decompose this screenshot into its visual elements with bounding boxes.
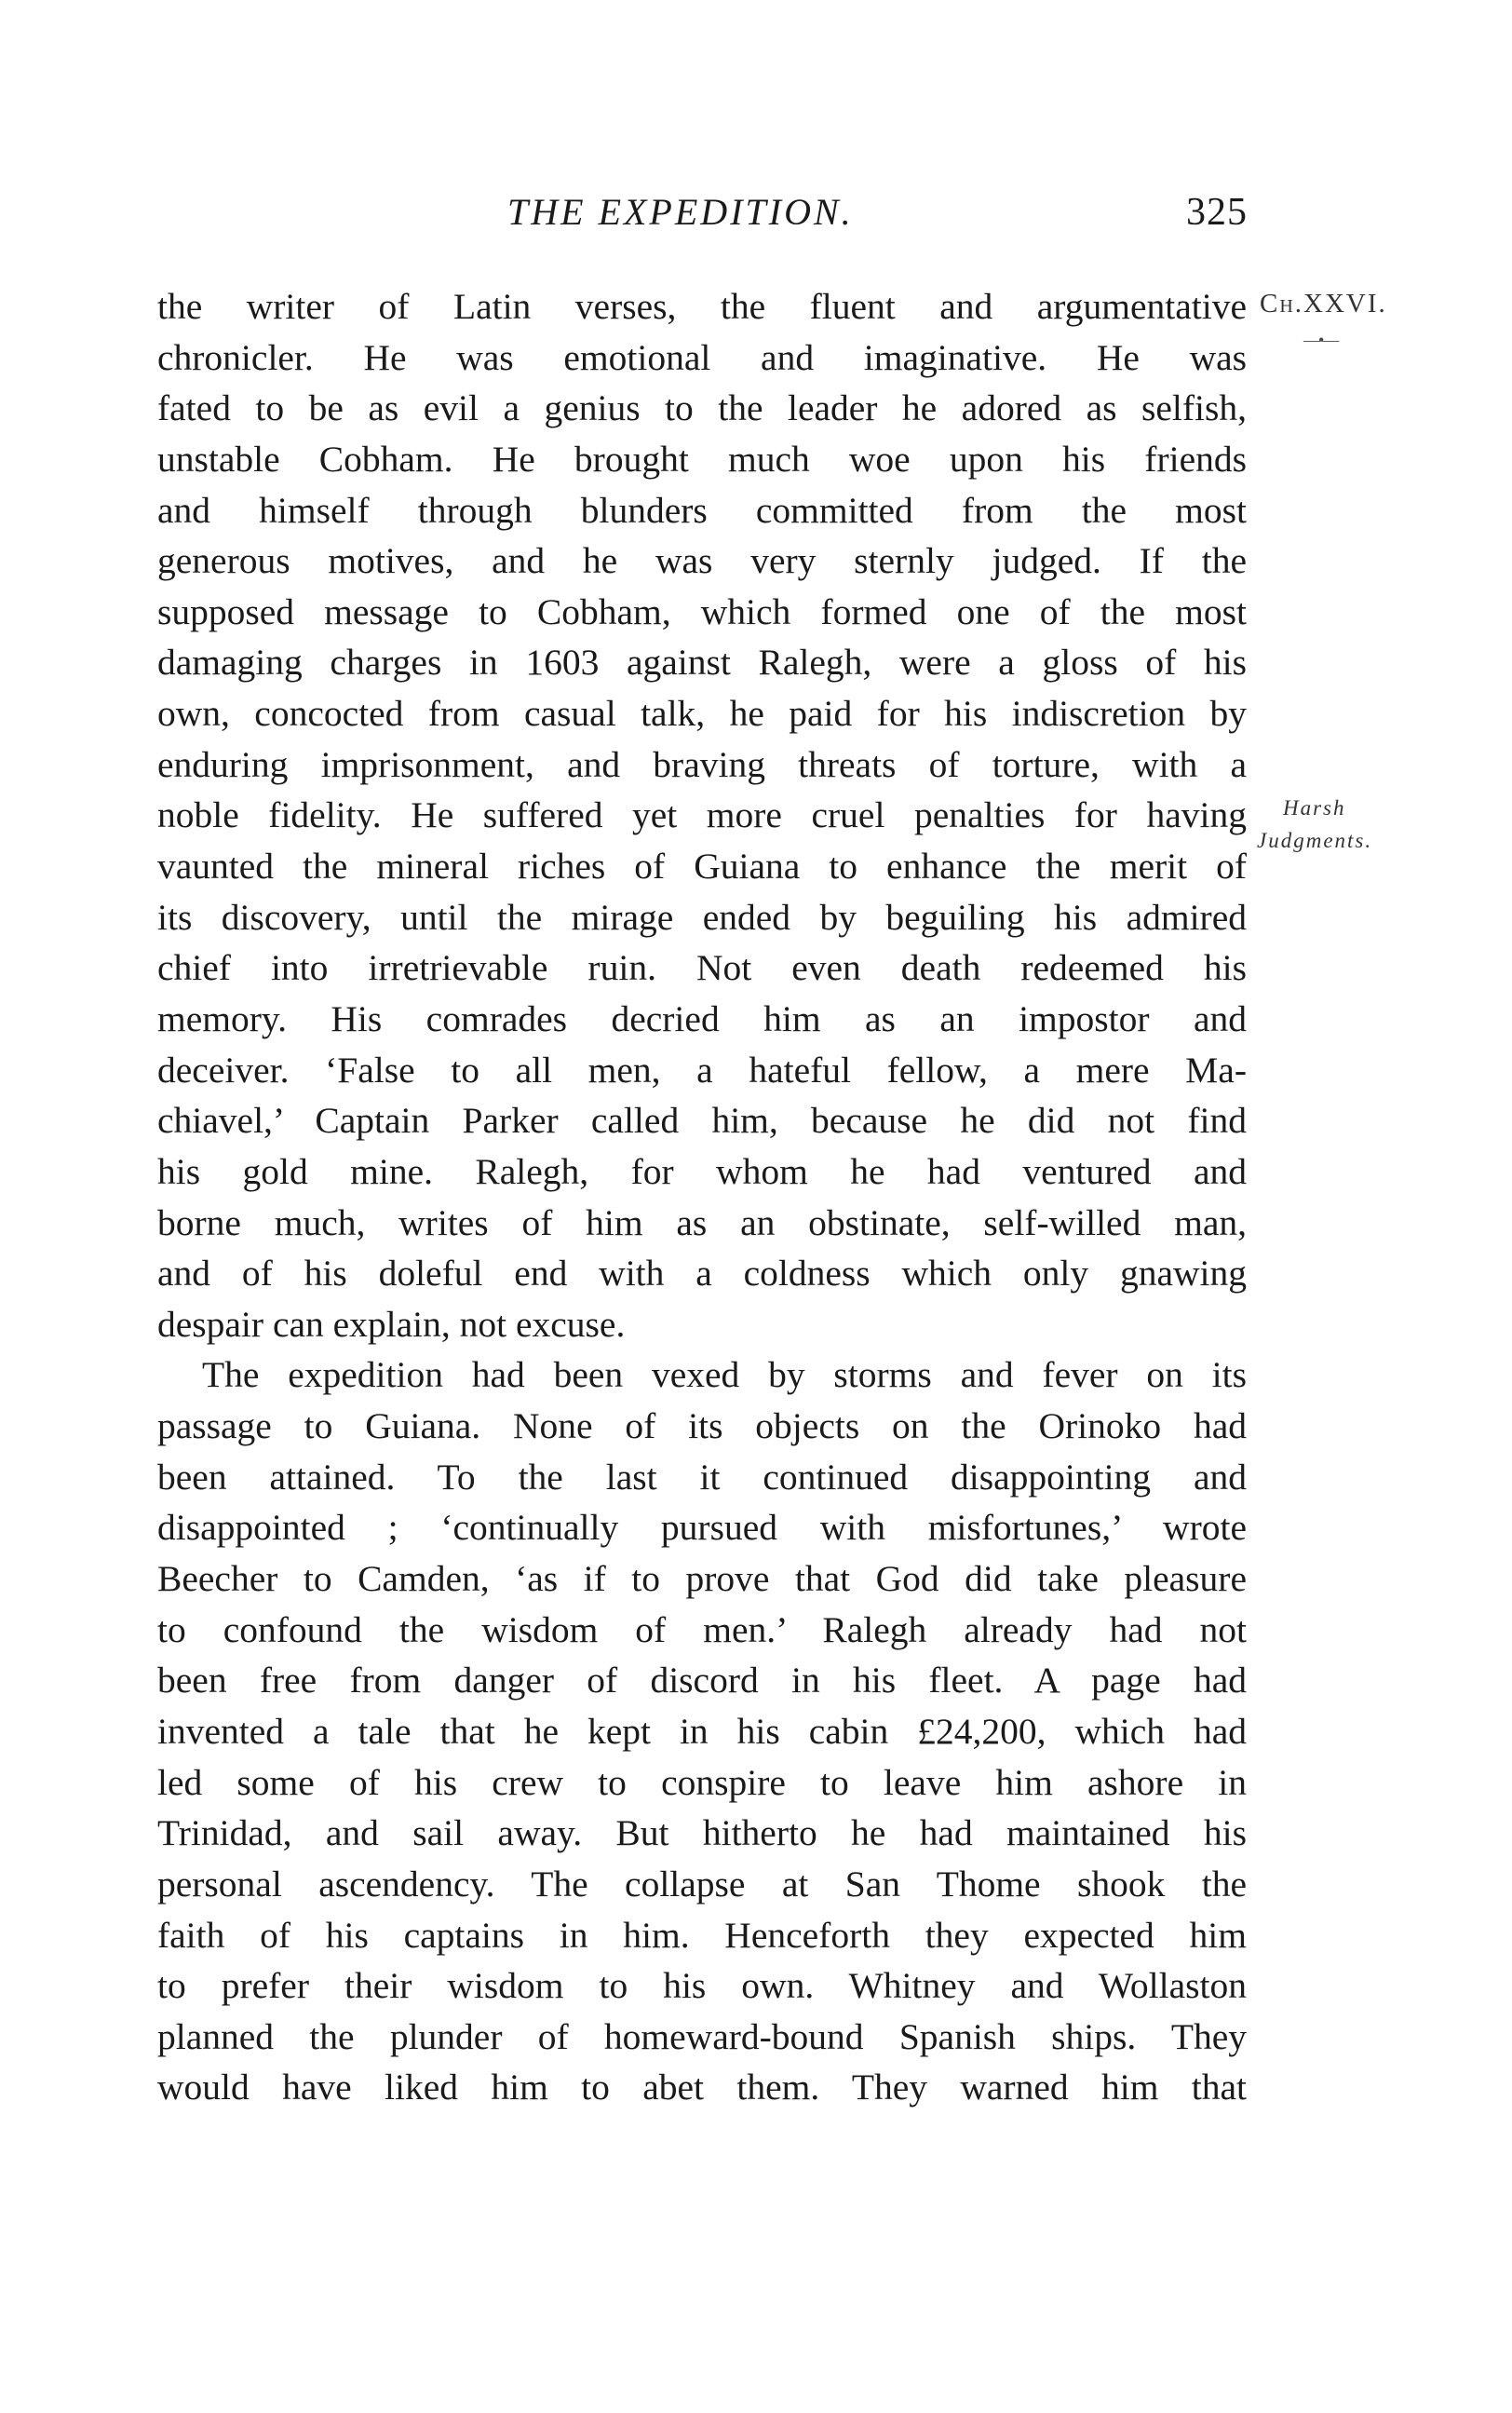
text-line: damaging charges in 1603 against Ralegh, were a gloss of his — [157, 642, 1247, 684]
text-line: Trinidad, and sail away. But hitherto he had maintained his — [157, 1812, 1247, 1854]
text-line: borne much, writes of him as an obstinate, self-willed man, — [157, 1201, 1247, 1243]
text-line: own, concocted from casual talk, he paid for his indiscretion by — [157, 693, 1247, 735]
text-line: deceiver. ‘False to all men, a hateful fellow, a mere Ma- — [157, 1049, 1247, 1091]
text-line: chief into irretrievable ruin. Not even death redeemed his — [157, 947, 1247, 989]
text-line: and himself through blunders committed from the most — [157, 489, 1247, 531]
text-line: enduring imprisonment, and braving threats of torture, with a — [157, 743, 1247, 785]
text-line: been free from danger of discord in his fleet. A page had — [157, 1660, 1247, 1701]
running-title: THE EXPEDITION. — [507, 191, 854, 233]
text-line: unstable Cobham. He brought much woe upon his friends — [157, 438, 1247, 480]
marginal-note-line-2: Judgments. — [1257, 829, 1373, 852]
text-line: noble fidelity. He suffered yet more cruel penalties for having — [157, 794, 1247, 836]
text-line: Beecher to Camden, ‘as if to prove that God did take pleasure — [157, 1558, 1247, 1600]
text-line: supposed message to Cobham, which formed one of the most — [157, 590, 1247, 632]
text-line: disappointed ; ‘continually pursued with misfortunes,’ wrote — [157, 1507, 1247, 1549]
text-line: and of his doleful end with a coldness which only gnawing — [157, 1253, 1247, 1295]
page-number: 325 — [1186, 191, 1248, 234]
text-line: invented a tale that he kept in his cabin £24,200, which had — [157, 1710, 1247, 1752]
text-line: to prefer their wisdom to his own. Whitney and Wollaston — [157, 1965, 1247, 2007]
text-line: would have liked him to abet them. They warned him that — [157, 2067, 1247, 2108]
text-line: vaunted the mineral riches of Guiana to enhance the merit of — [157, 846, 1247, 888]
body-text — [157, 281, 1247, 2113]
text-line: been attained. To the last it continued disappointing and — [157, 1456, 1247, 1498]
text-line: personal ascendency. The collapse at San Thome shook the — [157, 1863, 1247, 1905]
text-line: chiavel,’ Captain Parker called him, because he did not find — [157, 1100, 1247, 1142]
text-line: the writer of Latin verses, the fluent and argumentative — [157, 286, 1247, 327]
text-line: planned the plunder of homeward-bound Spanish ships. They — [157, 2015, 1247, 2057]
ornament-dash: —•— — [1303, 331, 1338, 349]
chapter-sidenote: Ch.XXVI. — [1260, 289, 1387, 319]
text-line: led some of his crew to conspire to leave him ashore in — [157, 1761, 1247, 1803]
text-line: chronicler. He was emotional and imaginative. He was — [157, 336, 1247, 378]
paragraph-end-line: despair can explain, not excuse. — [157, 1303, 626, 1345]
text-line: generous motives, and he was very sternly judged. If the — [157, 540, 1247, 582]
text-line: to confound the wisdom of men.’ Ralegh already had not — [157, 1608, 1247, 1650]
text-line: its discovery, until the mirage ended by beguiling his admired — [157, 896, 1247, 938]
text-line: passage to Guiana. None of its objects on the Orinoko had — [157, 1405, 1247, 1447]
text-line: fated to be as evil a genius to the leader he adored as selfish, — [157, 387, 1247, 429]
text-line: faith of his captains in him. Henceforth they expected him — [157, 1914, 1247, 1956]
paragraph-start-line: The expedition had been vexed by storms and fever on its — [202, 1354, 1247, 1396]
text-line: memory. His comrades decried him as an impostor and — [157, 997, 1247, 1039]
text-line: his gold mine. Ralegh, for whom he had ventured and — [157, 1150, 1247, 1192]
marginal-note-line-1: Harsh — [1283, 796, 1346, 820]
